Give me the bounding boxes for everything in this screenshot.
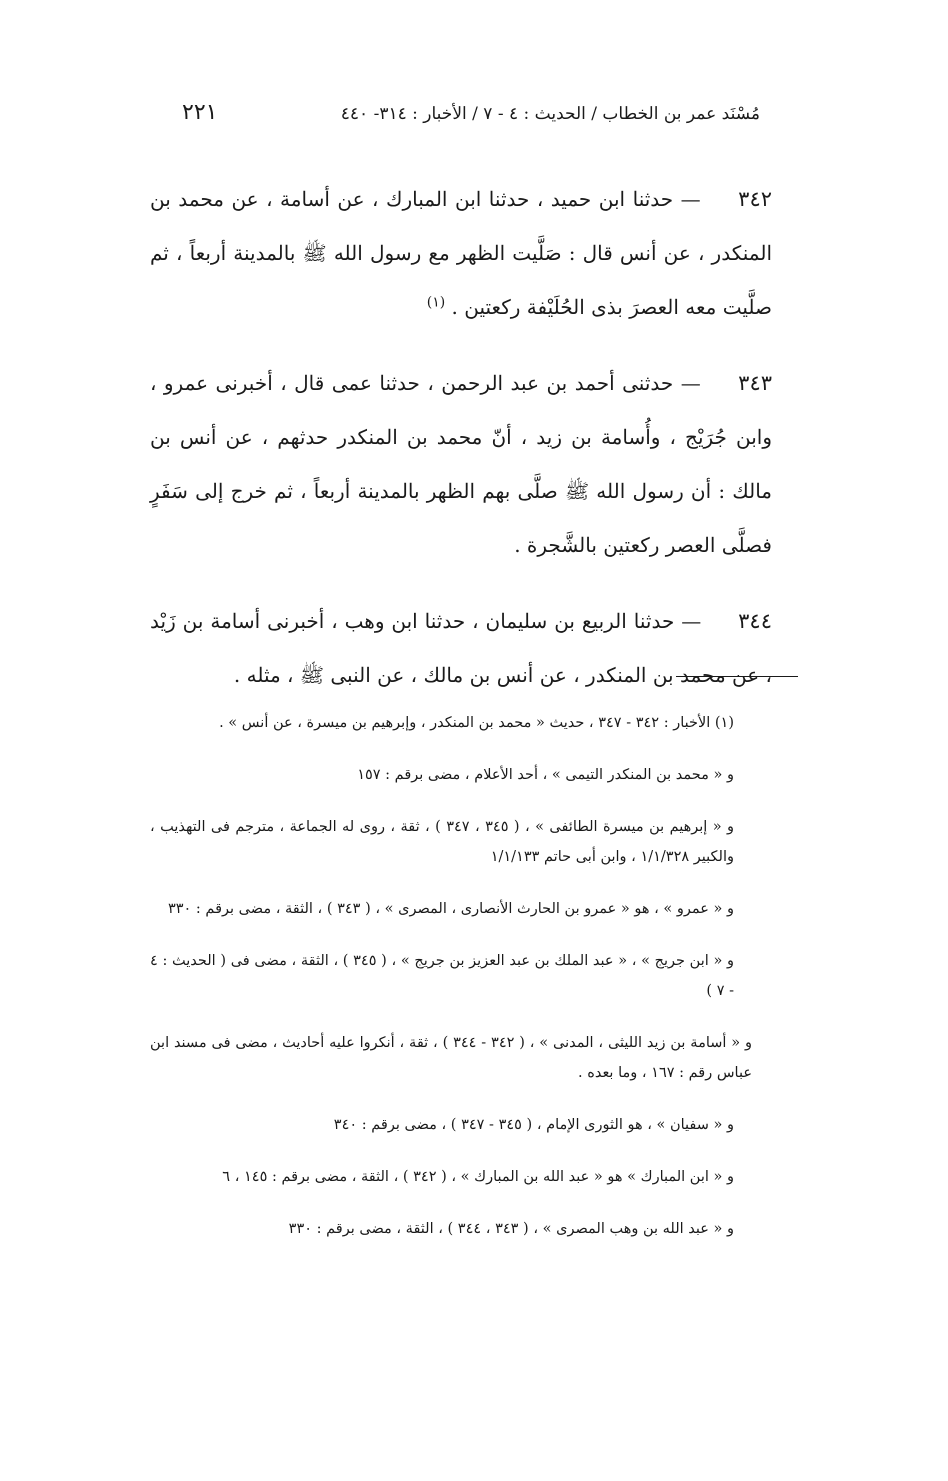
hadith-number: ٣٤٤	[738, 609, 772, 633]
footnote: و « ابن جريج » ، « عبد الملك بن عبد العزيز بن جريج » ، ( ٣٤٥ ) ، الثقة ، مضى فى ( الحديث : ٤ - ٧ )	[150, 953, 735, 999]
footnote: و « أسامة بن زيد الليثى ، المدنى » ، ( ٣٤٢ - ٣٤٤ ) ، ثقة ، أنكروا عليه أحاديث ، مضى فى مسند ابن عباس رقم : ١٦٧ ، وما بعده .	[150, 1035, 752, 1081]
footnote: و « إبرهيم بن ميسرة الطائفى » ، ( ٣٤٥ ، ٣٤٧ ) ، ثقة ، روى له الجماعة ، مترجم فى التهذيب ، والكبير ١/١/٣٢٨ ، وابن أبى حاتم ١/١/١٣٣	[150, 819, 735, 865]
hadith-343: ٣٤٣ — حدثنى أحمد بن عبد الرحمن ، حدثنا عمى قال ، أخبرنى عمرو ، وابن جُرَيْج ، وأُسامة بن زيد ، أنّ محمد بن المنكدر حدثهم ، عن أنس بن مالك : أن رسول الله ﷺ صلَّى بهم الظهر بالمدينة أربعاً ، ثم خرج إلى سَفَرٍ فصلَّى العصر ركعتين بالشَّجرة .	[150, 371, 773, 557]
footnote-marker: (١)	[426, 294, 446, 311]
footnote: (١) الأخبار : ٣٤٢ - ٣٤٧ ، حديث « محمد بن المنكدر ، وإبرهيم بن ميسرة ، عن أنس » .	[219, 715, 734, 731]
hadith-text: حدثنى أحمد بن عبد الرحمن ، حدثنا عمى قال ، أخبرنى عمرو ، وابن جُرَيْج ، وأُسامة بن زيد ، أنّ محمد بن المنكدر حدثهم ، عن أنس بن مالك : أن رسول الله ﷺ صلَّى بهم الظهر بالمدينة أربعاً ، ثم خرج إلى سَفَرٍ فصلَّى العصر ركعتين بالشَّجرة .	[150, 371, 772, 557]
footnote: و « ابن المبارك » هو « عبد الله بن المبارك » ، ( ٣٤٢ ) ، الثقة ، مضى برقم : ١٤٥ ، ٦	[222, 1169, 734, 1185]
hadith-number: ٣٤٣	[738, 371, 773, 395]
page-number: ٢٢١	[182, 100, 218, 125]
hadith-number: ٣٤٢	[738, 187, 773, 211]
footnote: و « عبد الله بن وهب المصرى » ، ( ٣٤٣ ، ٣٤٤ ) ، الثقة ، مضى برقم : ٣٣٠	[288, 1221, 734, 1237]
page-header	[160, 100, 760, 134]
footnotes-section	[150, 708, 772, 1266]
hadith-text: حدثنا الربيع بن سليمان ، حدثنا ابن وهب ، أخبرنى أسامة بن زَيْد ، عن محمد بن المنكدر ، عن أنس بن مالك ، عن النبى ﷺ ، مثله .	[150, 609, 772, 687]
footnote: و « سفيان » ، هو الثورى الإمام ، ( ٣٤٥ - ٣٤٧ ) ، مضى برقم : ٣٤٠	[333, 1117, 734, 1133]
footnote: و « عمرو » ، هو « عمرو بن الحارث الأنصارى ، المصرى » ، ( ٣٤٣ ) ، الثقة ، مضى برقم : ٣٣٠	[167, 901, 734, 917]
footnote-divider	[676, 676, 798, 677]
footnote: و « محمد بن المنكدر التيمى » ، أحد الأعلام ، مضى برقم : ١٥٧	[357, 767, 734, 783]
hadith-342: ٣٤٢ — حدثنا ابن حميد ، حدثنا ابن المبارك ، عن أسامة ، عن محمد بن المنكدر ، عن أنس قال : صَلَّيت الظهر مع رسول الله ﷺ بالمدينة أربعاً ، ثم صلَّيت معه العصرَ بذى الحُلَيْفة ركعتين . $^{(١)}$	[150, 187, 773, 319]
hadith-text: حدثنا ابن حميد ، حدثنا ابن المبارك ، عن أسامة ، عن محمد بن المنكدر ، عن أنس قال : صَلَّيت الظهر مع رسول الله ﷺ بالمدينة أربعاً ، ثم صلَّيت معه العصرَ بذى الحُلَيْفة ركعتين .	[150, 187, 772, 319]
main-text	[150, 172, 772, 724]
header-title: مُسْنَد عمر بن الخطاب / الحديث : ٤ - ٧ / الأخبار : ٣١٤- ٤٤٠	[340, 104, 760, 124]
hadith-344: ٣٤٤ — حدثنا الربيع بن سليمان ، حدثنا ابن وهب ، أخبرنى أسامة بن زَيْد ، عن محمد بن المنكدر ، عن أنس بن مالك ، عن النبى ﷺ ، مثله .	[150, 609, 772, 687]
